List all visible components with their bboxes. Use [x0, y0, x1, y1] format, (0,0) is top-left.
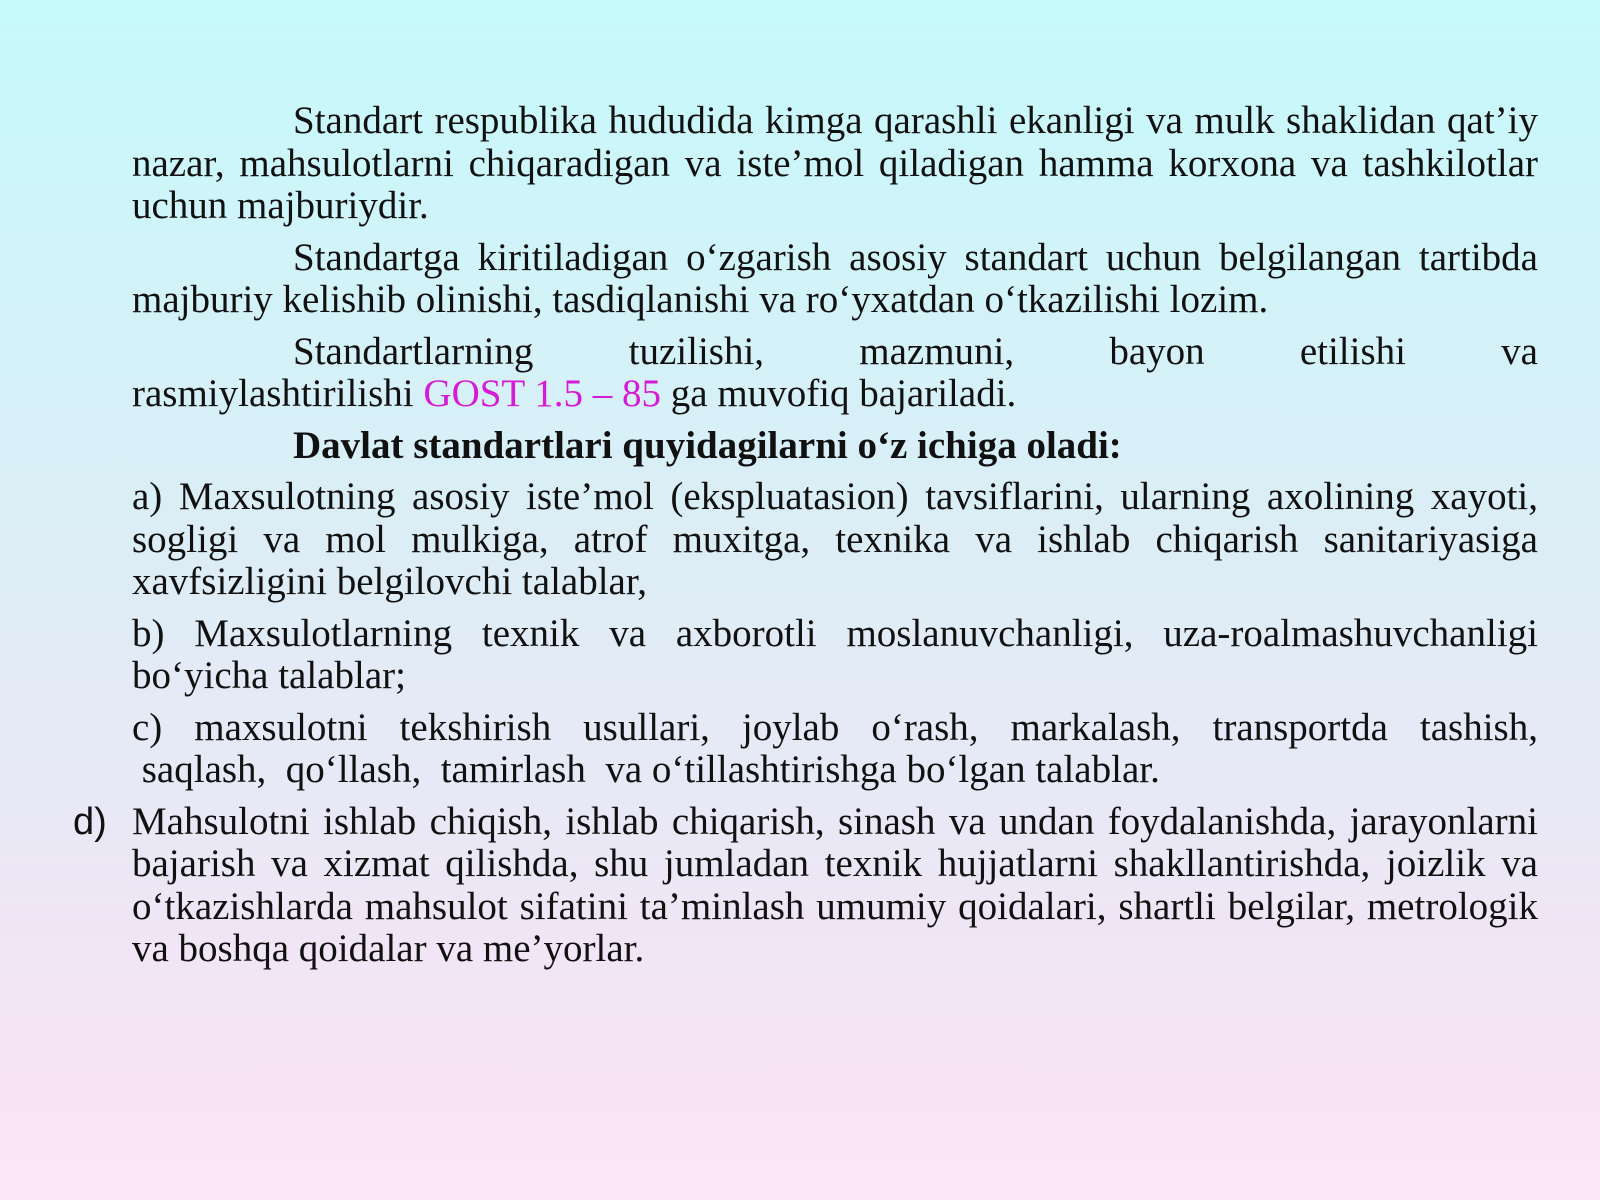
paragraph-standard-structure — [132, 331, 1538, 416]
structure-line-2-prefix: rasmiylashtirilishi — [132, 372, 424, 415]
list-item-d — [73, 799, 1538, 971]
list-item-b: b) Maxsulotlarning texnik va axborotli moslanuvchanligi, uza-roalmashuvchanligi bo‘yicha talablar; — [132, 611, 1538, 697]
list-item-c-line-1: c) maxsulotni tekshirish usullari, joylab o‘rash, markalash, transportda tashish, — [132, 705, 1538, 749]
list-item-d-text: Mahsulotni ishlab chiqish, ishlab chiqarish, sinash va undan foydalanishda, jarayonlarni bajarish va xizmat qilishda, shu jumladan texnik hujjatlarni shakllantirishda, joizlik va o‘tkazishlarda mahsulot sifatini ta’minlash umumiy qoidalari, shartli belgilar, metrologik va boshqa qoidalar va me’yorlar. — [132, 799, 1538, 970]
paragraph-standard-changes: Standartga kiritiladigan o‘zgarish asosiy standart uchun belgilangan tartibda majburiy kelishib olinishi, tasdiqlanishi va ro‘yxatdan o‘tkazilishi lozim. — [132, 235, 1538, 321]
gost-reference: GOST 1.5 – 85 — [423, 372, 662, 415]
section-heading: Davlat standartlari quyidagilarni o‘z ichiga oladi: — [293, 423, 1122, 467]
paragraph-standard-obligatory: Standart respublika hududida kimga qarashli ekanligi va mulk shaklidan qat’iy nazar, mahsulotlarni chiqaradigan va iste’mol qiladigan hamma korxona va tashkilotlar uchun majburiydir. — [132, 99, 1538, 227]
list-item-a: a) Maxsulotning asosiy iste’mol (ekspluatasion) tavsiflarini, ularning axolining xayoti, sogligi va mol mulkiga, atrof muxitga, texnika va ishlab chiqarish sanitariyasiga xavfsizligini belgilovchi talablar, — [132, 475, 1538, 603]
structure-line-1: Standartlarning tuzilishi, mazmuni, bayon etilishi va — [293, 329, 1538, 373]
list-item-c — [132, 707, 1538, 792]
list-marker-d: d) — [73, 800, 107, 843]
list-item-c-line-2: saqlash, qo‘llash, tamirlash va o‘tillashtirishga bo‘lgan talablar. — [132, 748, 1160, 791]
slide-content — [73, 99, 1538, 980]
structure-line-2-suffix: ga muvofiq bajariladi. — [661, 372, 1017, 415]
